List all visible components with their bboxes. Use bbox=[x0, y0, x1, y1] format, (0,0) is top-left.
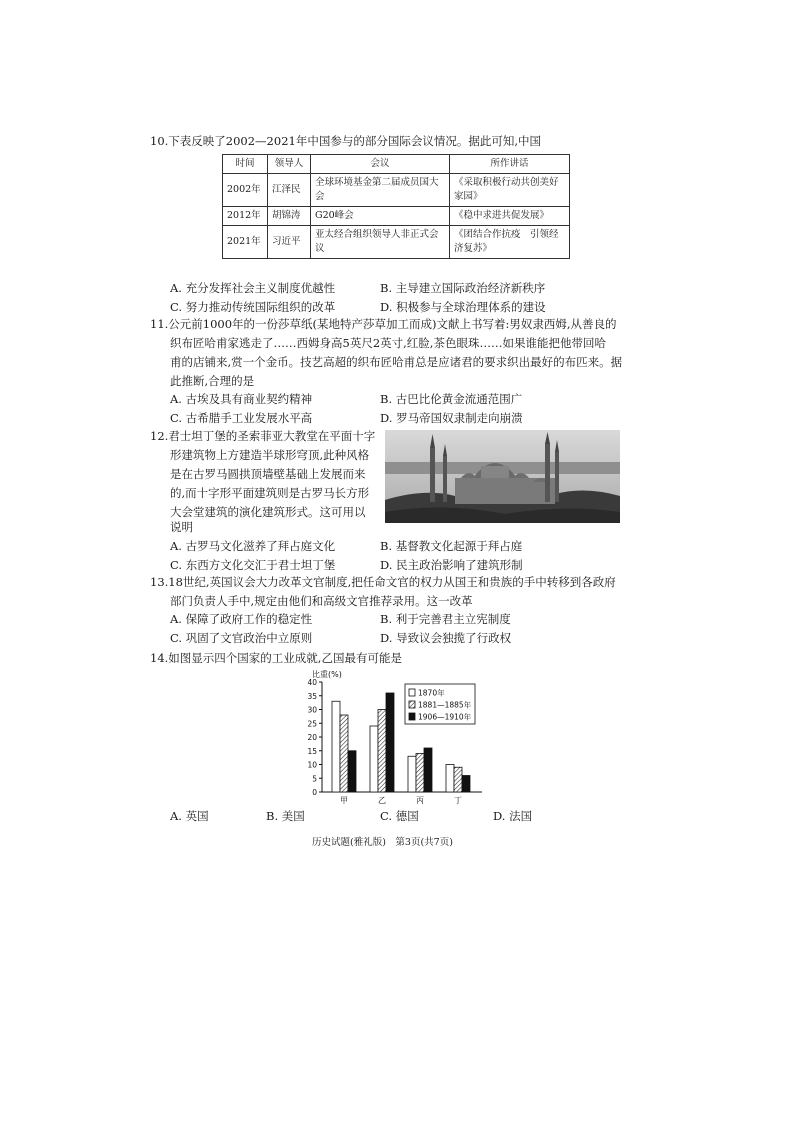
table-cell: 《采取积极行动共创美好家园》 bbox=[450, 174, 570, 207]
table-row bbox=[223, 207, 570, 226]
table-cell: G20峰会 bbox=[311, 207, 450, 226]
y-tick-label: 40 bbox=[307, 678, 317, 687]
x-tick-label: 乙 bbox=[378, 796, 386, 805]
table-header-cell: 时间 bbox=[223, 155, 268, 174]
industry-bar-chart bbox=[300, 668, 490, 808]
table-header-cell: 会议 bbox=[311, 155, 450, 174]
q14-option-b[interactable]: B. 美国 bbox=[266, 809, 305, 823]
x-tick-label: 甲 bbox=[340, 796, 348, 805]
y-tick-label: 10 bbox=[307, 760, 317, 770]
q11-line-2: 织布匠哈甫家逃走了……西姆身高5英尺2英寸,红脸,茶色眼珠……如果谁能把他带回哈 bbox=[170, 336, 606, 350]
q10-option-a[interactable]: A. 充分发挥社会主义制度优越性 bbox=[170, 281, 336, 295]
q11-option-c[interactable]: C. 古希腊手工业发展水平高 bbox=[170, 411, 313, 425]
q12-option-b[interactable]: B. 基督教文化起源于拜占庭 bbox=[380, 539, 523, 553]
table-cell: 《稳中求进共促发展》 bbox=[450, 207, 570, 226]
meeting-table bbox=[222, 154, 570, 259]
table-cell: 《团结合作抗疫 引领经济复苏》 bbox=[450, 226, 570, 259]
q11-line-4: 此推断,合理的是 bbox=[170, 374, 255, 388]
y-tick-label: 30 bbox=[307, 705, 317, 715]
q12-option-d[interactable]: D. 民主政治影响了建筑形制 bbox=[380, 558, 523, 572]
bar-丙-1 bbox=[416, 754, 424, 793]
table-cell: 胡锦涛 bbox=[268, 207, 311, 226]
table-cell: 全球环境基金第二届成员国大会 bbox=[311, 174, 450, 207]
table-header-cell: 所作讲话 bbox=[450, 155, 570, 174]
table-header-row bbox=[223, 155, 570, 174]
table-cell: 2002年 bbox=[223, 174, 268, 207]
legend-swatch bbox=[409, 713, 415, 720]
legend-swatch bbox=[409, 701, 415, 708]
q10-option-d[interactable]: D. 积极参与全球治理体系的建设 bbox=[380, 300, 546, 314]
chart-legend bbox=[405, 684, 475, 724]
q14-stem: 14.如图显示四个国家的工业成就,乙国最有可能是 bbox=[150, 651, 402, 665]
y-axis-label: 比重(%) bbox=[312, 670, 342, 679]
bar-丁-1 bbox=[454, 767, 462, 792]
y-tick-label: 0 bbox=[312, 788, 317, 797]
q11-option-a[interactable]: A. 古埃及具有商业契约精神 bbox=[170, 392, 313, 406]
bar-甲-2 bbox=[348, 751, 356, 792]
q13-option-c[interactable]: C. 巩固了文官政治中立原则 bbox=[170, 631, 313, 645]
q12-option-a[interactable]: A. 古罗马文化滋养了拜占庭文化 bbox=[170, 539, 336, 553]
q13-option-a[interactable]: A. 保障了政府工作的稳定性 bbox=[170, 612, 313, 626]
page-footer: 历史试题(雅礼版) 第3页(共7页) bbox=[312, 837, 453, 848]
x-axis-labels bbox=[340, 796, 462, 805]
x-tick-label: 丙 bbox=[416, 796, 424, 805]
bar-乙-1 bbox=[378, 710, 386, 793]
bar-甲-0 bbox=[332, 701, 340, 792]
bar-丁-0 bbox=[446, 765, 454, 793]
bar-丙-2 bbox=[424, 748, 432, 792]
q11-option-d[interactable]: D. 罗马帝国奴隶制走向崩溃 bbox=[380, 411, 523, 425]
y-tick-label: 25 bbox=[307, 719, 317, 729]
q12-line-3: 是在古罗马圆拱顶墙壁基础上发展而来 bbox=[170, 467, 366, 481]
q11-line-3: 甫的店铺来,赏一个金币。技艺高超的织布匠哈甫总是应诸君的要求织出最好的布匹来。据 bbox=[170, 355, 623, 369]
table-cell: 2021年 bbox=[223, 226, 268, 259]
legend-label: 1906—1910年 bbox=[418, 712, 472, 722]
table-cell: 习近平 bbox=[268, 226, 311, 259]
q10-stem: 10.下表反映了2002—2021年中国参与的部分国际会议情况。据此可知,中国 bbox=[150, 134, 541, 148]
table-row bbox=[223, 174, 570, 207]
q13-option-d[interactable]: D. 导致议会独揽了行政权 bbox=[380, 631, 512, 645]
legend-swatch bbox=[409, 689, 415, 696]
bar-乙-0 bbox=[370, 726, 378, 792]
q13-line-2: 部门负责人手中,规定由他们和高级文官推荐录用。这一改革 bbox=[170, 594, 473, 608]
q14-option-c[interactable]: C. 德国 bbox=[380, 809, 419, 823]
q12-line-5: 大会堂建筑的演化建筑形式。这可用以 bbox=[170, 505, 366, 519]
table-header-cell: 领导人 bbox=[268, 155, 311, 174]
y-tick-label: 35 bbox=[307, 691, 317, 701]
q12-line-6: 说明 bbox=[170, 520, 193, 534]
bar-乙-2 bbox=[386, 693, 394, 792]
legend-label: 1870年 bbox=[418, 688, 445, 698]
table-cell: 2012年 bbox=[223, 207, 268, 226]
q12-option-c[interactable]: C. 东西方文化交汇于君士坦丁堡 bbox=[170, 558, 336, 572]
q12-line-1: 12.君士坦丁堡的圣索菲亚大教堂在平面十字 bbox=[150, 429, 376, 443]
q10-option-b[interactable]: B. 主导建立国际政治经济新秩序 bbox=[380, 281, 546, 295]
q13-line-1: 13.18世纪,英国议会大力改革文官制度,把任命文官的权力从国王和贵族的手中转移到各政府 bbox=[150, 575, 616, 589]
y-tick-label: 15 bbox=[307, 746, 317, 756]
table-cell: 亚太经合组织领导人非正式会议 bbox=[311, 226, 450, 259]
q11-line-1: 11.公元前1000年的一份莎草纸(某地特产莎草加工而成)文献上书写着:男奴隶西姆,从善良的 bbox=[150, 317, 617, 331]
x-tick-label: 丁 bbox=[454, 796, 462, 805]
bar-丁-2 bbox=[462, 776, 470, 793]
bar-甲-1 bbox=[340, 715, 348, 792]
y-tick-label: 5 bbox=[312, 774, 317, 784]
q13-option-b[interactable]: B. 利于完善君主立宪制度 bbox=[380, 612, 511, 626]
table-row bbox=[223, 226, 570, 259]
q12-line-4: 的,而十字形平面建筑则是古罗马长方形 bbox=[170, 486, 370, 500]
q11-option-b[interactable]: B. 古巴比伦黄金流通范围广 bbox=[380, 392, 523, 406]
q14-option-d[interactable]: D. 法国 bbox=[493, 809, 533, 823]
bar-丙-0 bbox=[408, 756, 416, 792]
y-tick-label: 20 bbox=[307, 733, 317, 742]
legend-label: 1881—1885年 bbox=[418, 700, 472, 710]
q14-option-a[interactable]: A. 英国 bbox=[170, 809, 209, 823]
hagia-sophia-photo bbox=[385, 430, 620, 523]
q12-line-2: 形建筑物上方建造半球形穹顶,此种风格 bbox=[170, 448, 370, 462]
table-cell: 江泽民 bbox=[268, 174, 311, 207]
q10-option-c[interactable]: C. 努力推动传统国际组织的改革 bbox=[170, 300, 336, 314]
